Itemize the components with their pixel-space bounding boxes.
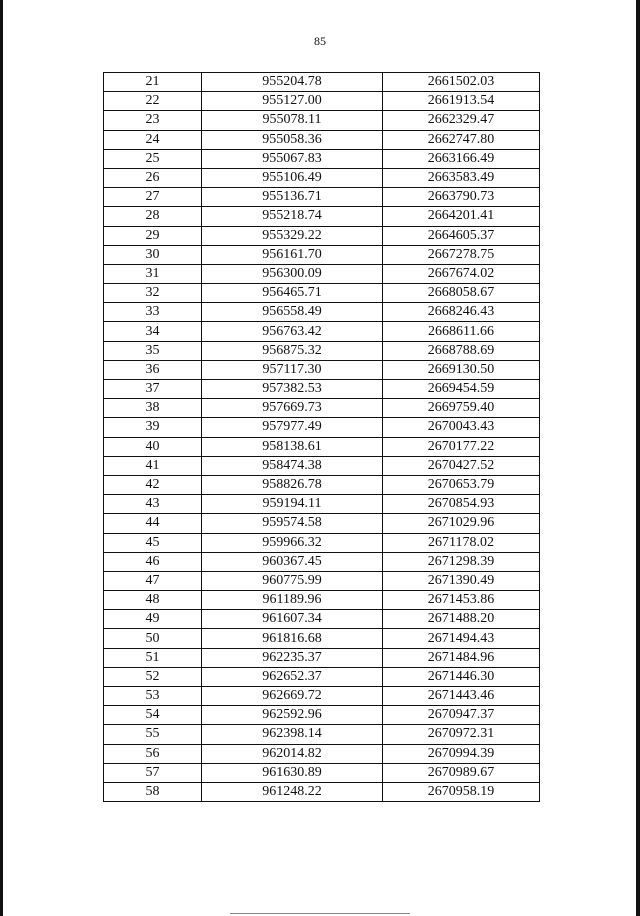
table-row — [104, 303, 540, 322]
point-number-cell: 33 — [104, 303, 202, 322]
y-coordinate-cell: 2670958.19 — [383, 782, 540, 801]
x-coordinate-cell: 962235.37 — [202, 648, 383, 667]
point-number-cell: 56 — [104, 744, 202, 763]
coordinate-table-body — [104, 73, 540, 802]
point-number-cell: 37 — [104, 380, 202, 399]
y-coordinate-cell: 2661502.03 — [383, 73, 540, 92]
x-coordinate-cell: 955218.74 — [202, 207, 383, 226]
table-row — [104, 207, 540, 226]
point-number-cell: 38 — [104, 399, 202, 418]
x-coordinate-cell: 955106.49 — [202, 168, 383, 187]
x-coordinate-cell: 961630.89 — [202, 763, 383, 782]
y-coordinate-cell: 2671488.20 — [383, 610, 540, 629]
table-row — [104, 380, 540, 399]
y-coordinate-cell: 2670043.43 — [383, 418, 540, 437]
table-row — [104, 226, 540, 245]
table-row — [104, 744, 540, 763]
scan-edge-bottom — [230, 913, 410, 914]
table-row — [104, 360, 540, 379]
y-coordinate-cell: 2662329.47 — [383, 111, 540, 130]
point-number-cell: 48 — [104, 591, 202, 610]
y-coordinate-cell: 2663790.73 — [383, 188, 540, 207]
x-coordinate-cell: 962669.72 — [202, 687, 383, 706]
x-coordinate-cell: 957669.73 — [202, 399, 383, 418]
point-number-cell: 49 — [104, 610, 202, 629]
x-coordinate-cell: 961607.34 — [202, 610, 383, 629]
table-row — [104, 245, 540, 264]
x-coordinate-cell: 956763.42 — [202, 322, 383, 341]
point-number-cell: 41 — [104, 456, 202, 475]
x-coordinate-cell: 956875.32 — [202, 341, 383, 360]
x-coordinate-cell: 961189.96 — [202, 591, 383, 610]
point-number-cell: 24 — [104, 130, 202, 149]
y-coordinate-cell: 2671443.46 — [383, 687, 540, 706]
x-coordinate-cell: 961248.22 — [202, 782, 383, 801]
x-coordinate-cell: 959194.11 — [202, 495, 383, 514]
y-coordinate-cell: 2668788.69 — [383, 341, 540, 360]
y-coordinate-cell: 2662747.80 — [383, 130, 540, 149]
x-coordinate-cell: 957977.49 — [202, 418, 383, 437]
scan-edge-right — [636, 0, 640, 916]
point-number-cell: 31 — [104, 264, 202, 283]
y-coordinate-cell: 2670947.37 — [383, 706, 540, 725]
y-coordinate-cell: 2670994.39 — [383, 744, 540, 763]
y-coordinate-cell: 2668611.66 — [383, 322, 540, 341]
point-number-cell: 40 — [104, 437, 202, 456]
point-number-cell: 30 — [104, 245, 202, 264]
y-coordinate-cell: 2671178.02 — [383, 533, 540, 552]
y-coordinate-cell: 2668058.67 — [383, 284, 540, 303]
x-coordinate-cell: 958474.38 — [202, 456, 383, 475]
page-number: 85 — [314, 34, 326, 48]
point-number-cell: 53 — [104, 687, 202, 706]
y-coordinate-cell: 2670854.93 — [383, 495, 540, 514]
y-coordinate-cell: 2667278.75 — [383, 245, 540, 264]
y-coordinate-cell: 2670177.22 — [383, 437, 540, 456]
table-row — [104, 687, 540, 706]
table-row — [104, 92, 540, 111]
point-number-cell: 58 — [104, 782, 202, 801]
scan-edge-left — [0, 0, 3, 916]
point-number-cell: 34 — [104, 322, 202, 341]
table-row — [104, 782, 540, 801]
x-coordinate-cell: 956558.49 — [202, 303, 383, 322]
point-number-cell: 23 — [104, 111, 202, 130]
x-coordinate-cell: 962652.37 — [202, 667, 383, 686]
y-coordinate-cell: 2671390.49 — [383, 571, 540, 590]
y-coordinate-cell: 2669454.59 — [383, 380, 540, 399]
point-number-cell: 52 — [104, 667, 202, 686]
table-row — [104, 610, 540, 629]
point-number-cell: 46 — [104, 552, 202, 571]
y-coordinate-cell: 2670989.67 — [383, 763, 540, 782]
y-coordinate-cell: 2667674.02 — [383, 264, 540, 283]
table-row — [104, 725, 540, 744]
point-number-cell: 50 — [104, 629, 202, 648]
y-coordinate-cell: 2663583.49 — [383, 168, 540, 187]
table-row — [104, 533, 540, 552]
x-coordinate-cell: 955136.71 — [202, 188, 383, 207]
y-coordinate-cell: 2668246.43 — [383, 303, 540, 322]
x-coordinate-cell: 955329.22 — [202, 226, 383, 245]
point-number-cell: 35 — [104, 341, 202, 360]
table-row — [104, 341, 540, 360]
table-row — [104, 130, 540, 149]
x-coordinate-cell: 961816.68 — [202, 629, 383, 648]
point-number-cell: 44 — [104, 514, 202, 533]
point-number-cell: 32 — [104, 284, 202, 303]
x-coordinate-cell: 959966.32 — [202, 533, 383, 552]
table-row — [104, 437, 540, 456]
table-row — [104, 514, 540, 533]
point-number-cell: 29 — [104, 226, 202, 245]
table-row — [104, 667, 540, 686]
coordinate-table — [103, 72, 540, 802]
point-number-cell: 39 — [104, 418, 202, 437]
table-row — [104, 648, 540, 667]
x-coordinate-cell: 957382.53 — [202, 380, 383, 399]
x-coordinate-cell: 955067.83 — [202, 149, 383, 168]
y-coordinate-cell: 2671494.43 — [383, 629, 540, 648]
point-number-cell: 43 — [104, 495, 202, 514]
point-number-cell: 21 — [104, 73, 202, 92]
y-coordinate-cell: 2661913.54 — [383, 92, 540, 111]
table-row — [104, 552, 540, 571]
point-number-cell: 28 — [104, 207, 202, 226]
table-row — [104, 591, 540, 610]
y-coordinate-cell: 2669759.40 — [383, 399, 540, 418]
y-coordinate-cell: 2670653.79 — [383, 475, 540, 494]
x-coordinate-cell: 955127.00 — [202, 92, 383, 111]
table-row — [104, 706, 540, 725]
x-coordinate-cell: 955058.36 — [202, 130, 383, 149]
table-row — [104, 111, 540, 130]
table-row — [104, 188, 540, 207]
x-coordinate-cell: 962592.96 — [202, 706, 383, 725]
table-row — [104, 495, 540, 514]
y-coordinate-cell: 2671484.96 — [383, 648, 540, 667]
x-coordinate-cell: 962398.14 — [202, 725, 383, 744]
table-row — [104, 763, 540, 782]
point-number-cell: 42 — [104, 475, 202, 494]
x-coordinate-cell: 960367.45 — [202, 552, 383, 571]
table-row — [104, 73, 540, 92]
table-row — [104, 456, 540, 475]
table-row — [104, 168, 540, 187]
y-coordinate-cell: 2670972.31 — [383, 725, 540, 744]
x-coordinate-cell: 959574.58 — [202, 514, 383, 533]
y-coordinate-cell: 2664201.41 — [383, 207, 540, 226]
x-coordinate-cell: 960775.99 — [202, 571, 383, 590]
point-number-cell: 55 — [104, 725, 202, 744]
point-number-cell: 51 — [104, 648, 202, 667]
point-number-cell: 22 — [104, 92, 202, 111]
x-coordinate-cell: 956161.70 — [202, 245, 383, 264]
x-coordinate-cell: 956300.09 — [202, 264, 383, 283]
x-coordinate-cell: 958138.61 — [202, 437, 383, 456]
y-coordinate-cell: 2663166.49 — [383, 149, 540, 168]
x-coordinate-cell: 955078.11 — [202, 111, 383, 130]
x-coordinate-cell: 958826.78 — [202, 475, 383, 494]
table-row — [104, 475, 540, 494]
table-row — [104, 418, 540, 437]
point-number-cell: 47 — [104, 571, 202, 590]
x-coordinate-cell: 955204.78 — [202, 73, 383, 92]
y-coordinate-cell: 2670427.52 — [383, 456, 540, 475]
y-coordinate-cell: 2671029.96 — [383, 514, 540, 533]
y-coordinate-cell: 2671446.30 — [383, 667, 540, 686]
y-coordinate-cell: 2671298.39 — [383, 552, 540, 571]
x-coordinate-cell: 962014.82 — [202, 744, 383, 763]
table-row — [104, 149, 540, 168]
point-number-cell: 54 — [104, 706, 202, 725]
point-number-cell: 45 — [104, 533, 202, 552]
point-number-cell: 26 — [104, 168, 202, 187]
point-number-cell: 25 — [104, 149, 202, 168]
point-number-cell: 57 — [104, 763, 202, 782]
table-row — [104, 284, 540, 303]
y-coordinate-cell: 2664605.37 — [383, 226, 540, 245]
table-row — [104, 629, 540, 648]
table-row — [104, 399, 540, 418]
y-coordinate-cell: 2669130.50 — [383, 360, 540, 379]
x-coordinate-cell: 956465.71 — [202, 284, 383, 303]
table-row — [104, 322, 540, 341]
point-number-cell: 27 — [104, 188, 202, 207]
y-coordinate-cell: 2671453.86 — [383, 591, 540, 610]
table-row — [104, 571, 540, 590]
table-row — [104, 264, 540, 283]
point-number-cell: 36 — [104, 360, 202, 379]
x-coordinate-cell: 957117.30 — [202, 360, 383, 379]
